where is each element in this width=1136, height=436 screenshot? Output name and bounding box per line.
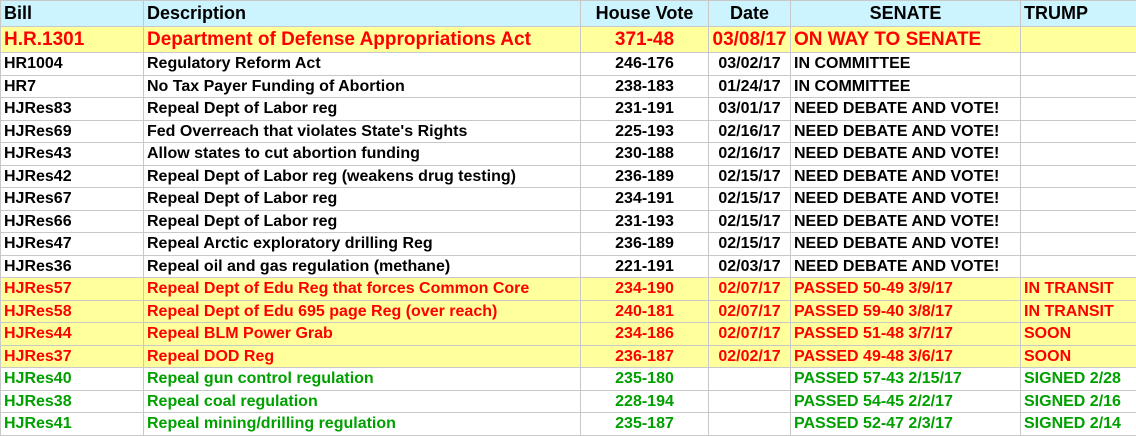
cell-house-vote: 231-191 [581, 98, 709, 121]
cell-description: Repeal Dept of Edu 695 page Reg (over reach) [144, 300, 581, 323]
table-row [1, 75, 1136, 98]
table-row [1, 120, 1136, 143]
header-house-vote: House Vote [581, 1, 709, 27]
cell-description: Department of Defense Appropriations Act [144, 27, 581, 53]
cell-date: 02/02/17 [709, 345, 791, 368]
cell-house-vote: 240-181 [581, 300, 709, 323]
cell-trump: IN TRANSIT [1021, 300, 1136, 323]
cell-bill: HJRes66 [1, 210, 144, 233]
table-row [1, 188, 1136, 211]
table-row [1, 255, 1136, 278]
cell-trump [1021, 27, 1136, 53]
cell-trump: IN TRANSIT [1021, 278, 1136, 301]
table-row [1, 98, 1136, 121]
header-trump: TRUMP [1021, 1, 1136, 27]
cell-trump: SIGNED 2/14 [1021, 413, 1136, 436]
cell-trump [1021, 233, 1136, 256]
cell-senate: PASSED 54-45 2/2/17 [791, 390, 1021, 413]
cell-date: 03/01/17 [709, 98, 791, 121]
cell-bill: HJRes36 [1, 255, 144, 278]
cell-trump: SOON [1021, 345, 1136, 368]
cell-description: Repeal BLM Power Grab [144, 323, 581, 346]
cell-senate: NEED DEBATE AND VOTE! [791, 233, 1021, 256]
cell-senate: PASSED 52-47 2/3/17 [791, 413, 1021, 436]
cell-trump [1021, 165, 1136, 188]
table-row [1, 368, 1136, 391]
cell-senate: NEED DEBATE AND VOTE! [791, 165, 1021, 188]
table-row [1, 27, 1136, 53]
cell-house-vote: 230-188 [581, 143, 709, 166]
cell-date: 01/24/17 [709, 75, 791, 98]
cell-bill: HJRes67 [1, 188, 144, 211]
cell-senate: PASSED 59-40 3/8/17 [791, 300, 1021, 323]
cell-date: 02/03/17 [709, 255, 791, 278]
cell-senate: NEED DEBATE AND VOTE! [791, 188, 1021, 211]
cell-bill: HJRes42 [1, 165, 144, 188]
header-date: Date [709, 1, 791, 27]
cell-trump [1021, 98, 1136, 121]
cell-senate: NEED DEBATE AND VOTE! [791, 120, 1021, 143]
table-row [1, 53, 1136, 76]
table-row [1, 233, 1136, 256]
cell-house-vote: 234-191 [581, 188, 709, 211]
cell-bill: HJRes44 [1, 323, 144, 346]
table-row [1, 300, 1136, 323]
cell-description: Repeal Dept of Labor reg (weakens drug testing) [144, 165, 581, 188]
cell-bill: HJRes83 [1, 98, 144, 121]
header-senate: SENATE [791, 1, 1021, 27]
cell-senate: IN COMMITTEE [791, 53, 1021, 76]
cell-description: Allow states to cut abortion funding [144, 143, 581, 166]
table-body [1, 27, 1136, 436]
cell-date: 02/15/17 [709, 210, 791, 233]
cell-trump: SIGNED 2/28 [1021, 368, 1136, 391]
cell-house-vote: 236-187 [581, 345, 709, 368]
cell-trump [1021, 53, 1136, 76]
cell-bill: HJRes37 [1, 345, 144, 368]
cell-house-vote: 234-190 [581, 278, 709, 301]
cell-bill: HJRes58 [1, 300, 144, 323]
cell-description: Regulatory Reform Act [144, 53, 581, 76]
cell-date: 02/16/17 [709, 143, 791, 166]
cell-trump [1021, 210, 1136, 233]
cell-trump [1021, 75, 1136, 98]
cell-date: 02/07/17 [709, 278, 791, 301]
cell-house-vote: 228-194 [581, 390, 709, 413]
cell-date: 02/16/17 [709, 120, 791, 143]
cell-bill: HJRes57 [1, 278, 144, 301]
table-row [1, 413, 1136, 436]
cell-trump: SOON [1021, 323, 1136, 346]
cell-description: Repeal DOD Reg [144, 345, 581, 368]
cell-trump [1021, 120, 1136, 143]
cell-description: Repeal gun control regulation [144, 368, 581, 391]
table-row [1, 278, 1136, 301]
header-row [1, 1, 1136, 27]
cell-date: 02/15/17 [709, 165, 791, 188]
cell-house-vote: 234-186 [581, 323, 709, 346]
cell-date: 02/15/17 [709, 188, 791, 211]
cell-trump [1021, 143, 1136, 166]
table-row [1, 323, 1136, 346]
cell-senate: NEED DEBATE AND VOTE! [791, 255, 1021, 278]
cell-senate: PASSED 57-43 2/15/17 [791, 368, 1021, 391]
cell-senate: NEED DEBATE AND VOTE! [791, 143, 1021, 166]
cell-description: Fed Overreach that violates State's Rights [144, 120, 581, 143]
table-row [1, 210, 1136, 233]
cell-date: 02/15/17 [709, 233, 791, 256]
cell-house-vote: 246-176 [581, 53, 709, 76]
cell-date [709, 413, 791, 436]
cell-description: Repeal Dept of Labor reg [144, 98, 581, 121]
cell-house-vote: 238-183 [581, 75, 709, 98]
cell-house-vote: 235-187 [581, 413, 709, 436]
cell-date: 03/08/17 [709, 27, 791, 53]
cell-date: 03/02/17 [709, 53, 791, 76]
cell-description: Repeal Dept of Labor reg [144, 188, 581, 211]
cell-date [709, 390, 791, 413]
table-row [1, 390, 1136, 413]
cell-house-vote: 231-193 [581, 210, 709, 233]
cell-description: Repeal oil and gas regulation (methane) [144, 255, 581, 278]
cell-senate: NEED DEBATE AND VOTE! [791, 210, 1021, 233]
header-bill: Bill [1, 1, 144, 27]
cell-bill: HJRes47 [1, 233, 144, 256]
cell-bill: HJRes41 [1, 413, 144, 436]
cell-description: Repeal coal regulation [144, 390, 581, 413]
cell-senate: PASSED 51-48 3/7/17 [791, 323, 1021, 346]
cell-house-vote: 236-189 [581, 165, 709, 188]
cell-date [709, 368, 791, 391]
cell-house-vote: 371-48 [581, 27, 709, 53]
cell-description: No Tax Payer Funding of Abortion [144, 75, 581, 98]
cell-description: Repeal mining/drilling regulation [144, 413, 581, 436]
cell-trump: SIGNED 2/16 [1021, 390, 1136, 413]
cell-bill: HR7 [1, 75, 144, 98]
cell-house-vote: 235-180 [581, 368, 709, 391]
header-description: Description [144, 1, 581, 27]
cell-bill: HR1004 [1, 53, 144, 76]
cell-senate: ON WAY TO SENATE [791, 27, 1021, 53]
cell-house-vote: 225-193 [581, 120, 709, 143]
cell-senate: NEED DEBATE AND VOTE! [791, 98, 1021, 121]
cell-bill: H.R.1301 [1, 27, 144, 53]
cell-description: Repeal Dept of Labor reg [144, 210, 581, 233]
cell-bill: HJRes38 [1, 390, 144, 413]
table-row [1, 165, 1136, 188]
cell-date: 02/07/17 [709, 300, 791, 323]
cell-description: Repeal Dept of Edu Reg that forces Common Core [144, 278, 581, 301]
cell-date: 02/07/17 [709, 323, 791, 346]
cell-house-vote: 221-191 [581, 255, 709, 278]
cell-trump [1021, 188, 1136, 211]
cell-bill: HJRes43 [1, 143, 144, 166]
cell-trump [1021, 255, 1136, 278]
cell-bill: HJRes40 [1, 368, 144, 391]
table-row [1, 345, 1136, 368]
cell-bill: HJRes69 [1, 120, 144, 143]
cell-senate: PASSED 49-48 3/6/17 [791, 345, 1021, 368]
cell-house-vote: 236-189 [581, 233, 709, 256]
table-row [1, 143, 1136, 166]
cell-senate: IN COMMITTEE [791, 75, 1021, 98]
cell-senate: PASSED 50-49 3/9/17 [791, 278, 1021, 301]
cell-description: Repeal Arctic exploratory drilling Reg [144, 233, 581, 256]
